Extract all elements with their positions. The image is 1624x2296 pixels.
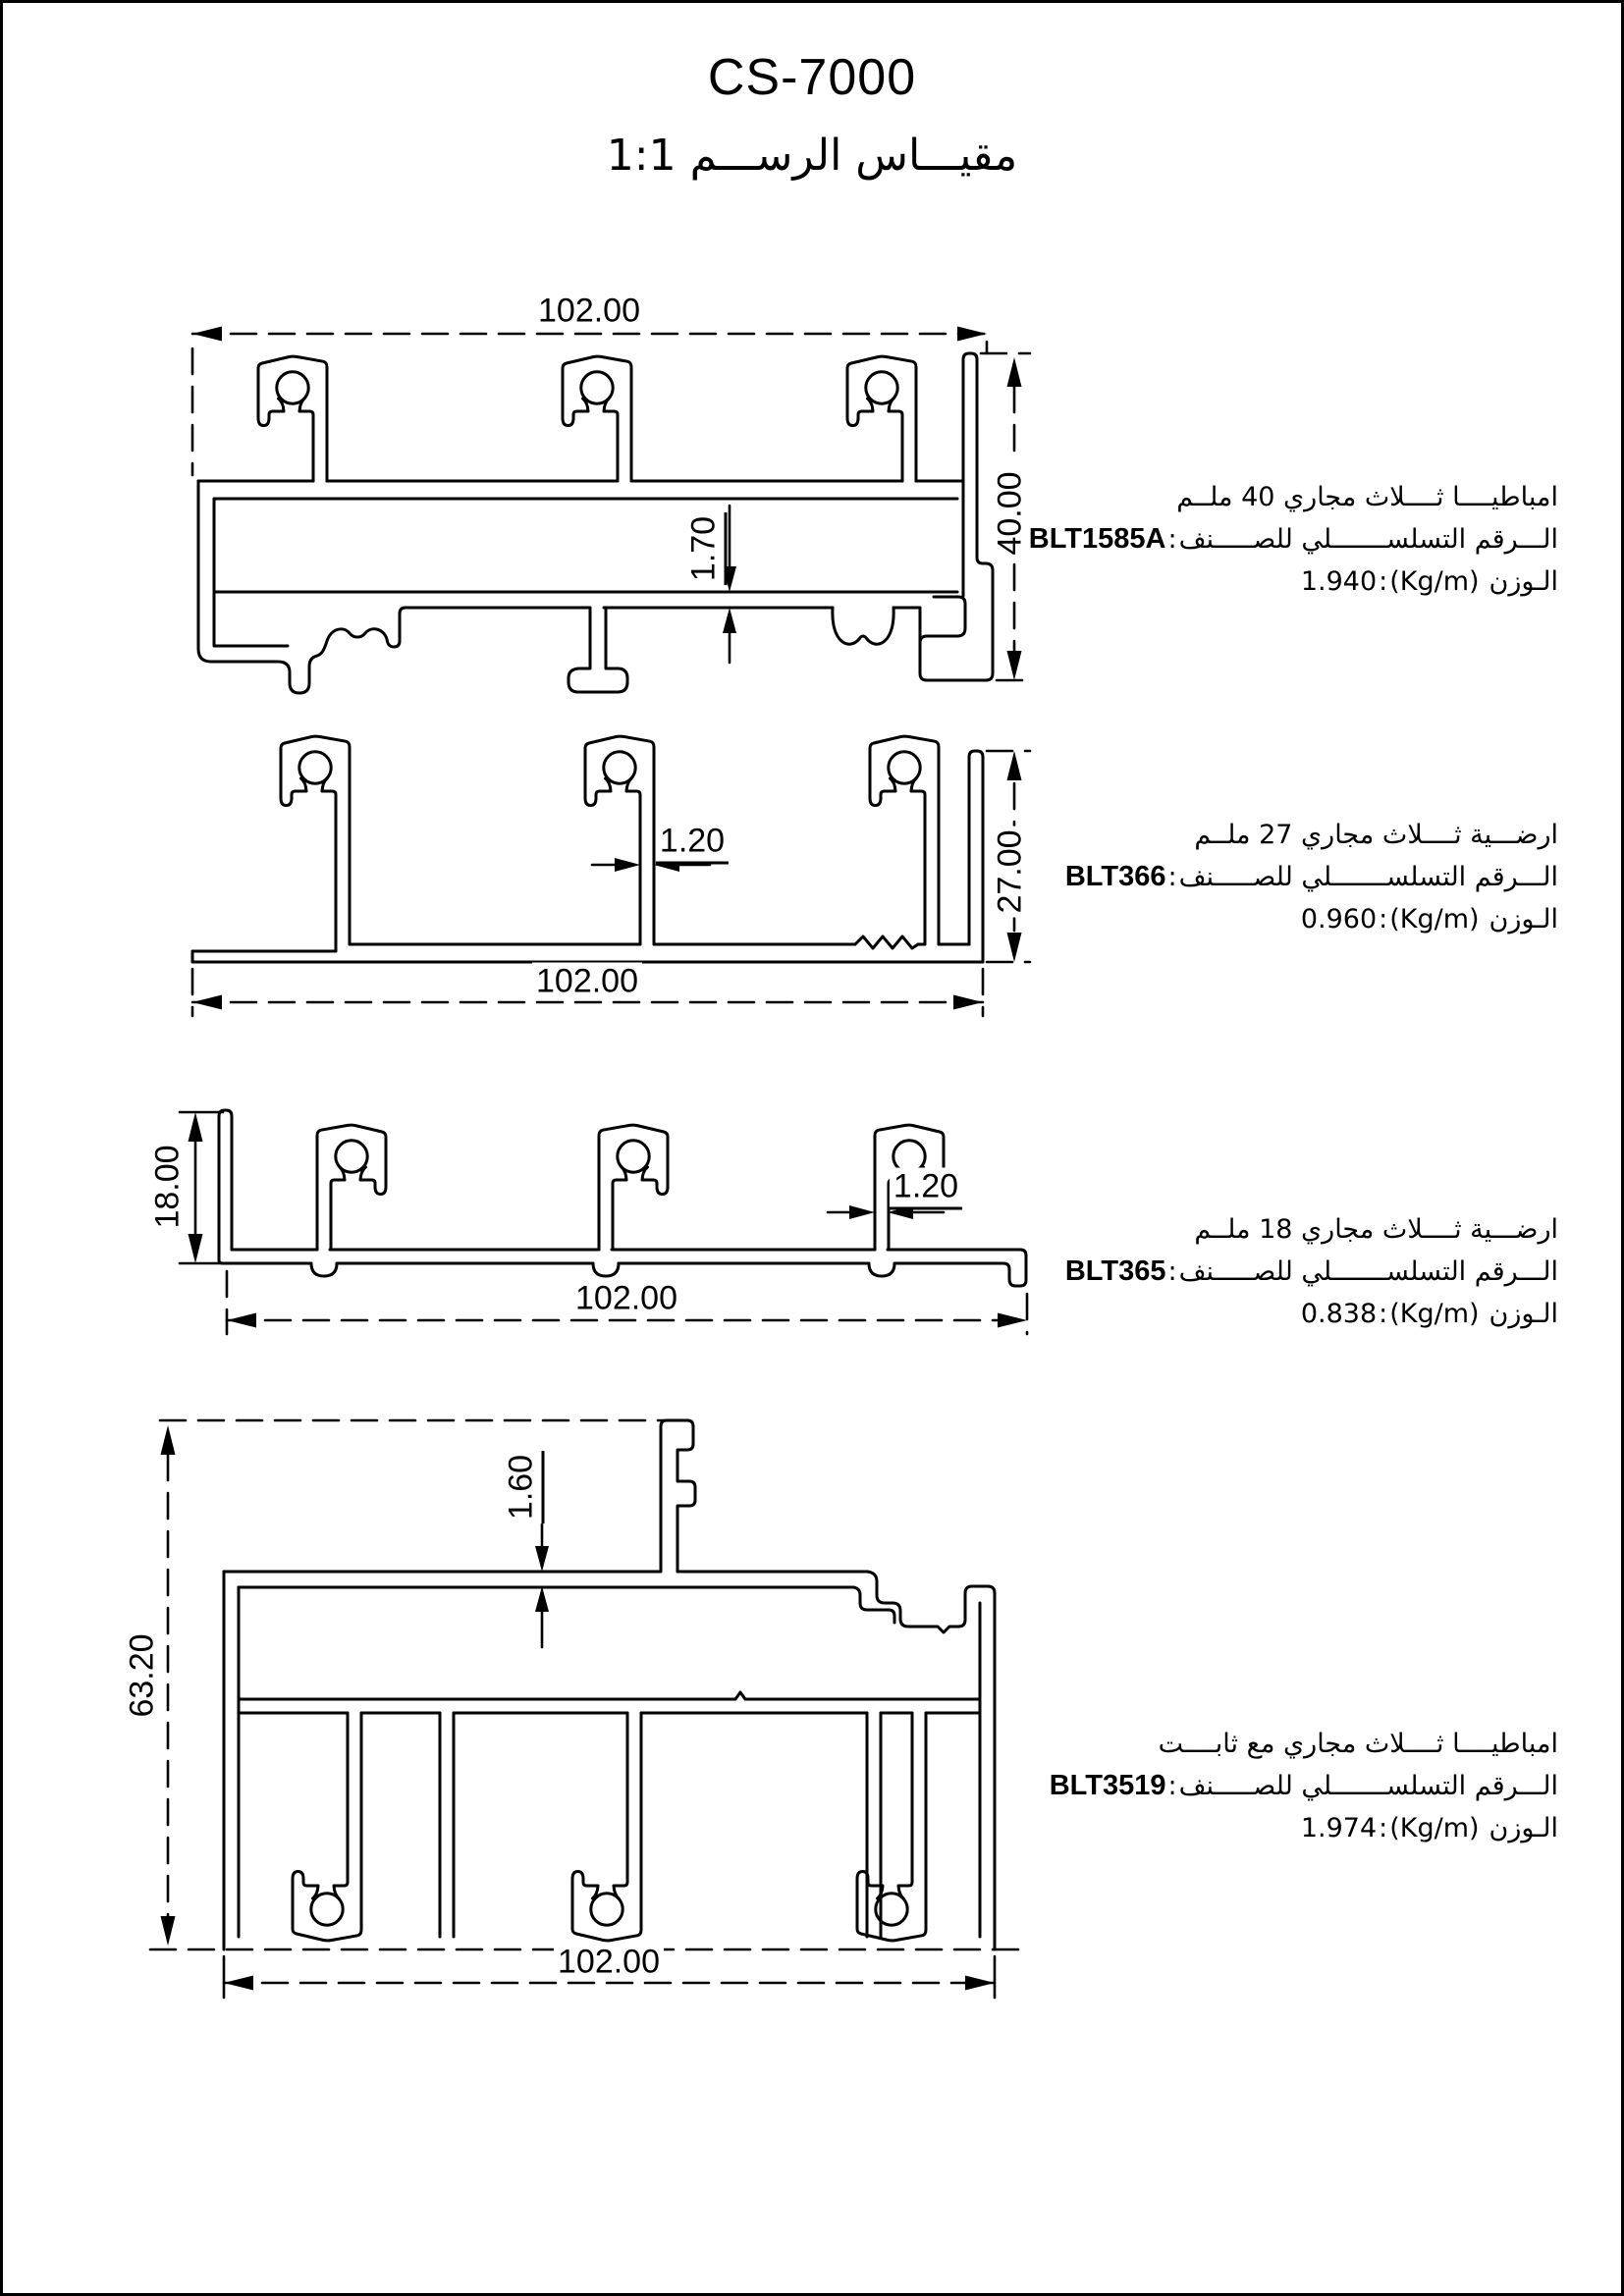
profile-4-description: امباطيــــا ثــــلاث مجاري مع ثابــــت — [1158, 1729, 1558, 1759]
profile-4-serial: BLT3519 : الـــرقم التسلســـــــلي للصـــــنف — [1008, 1765, 1558, 1807]
p2-thickness-dim: 1.20 — [656, 823, 729, 865]
part-number: BLT3519 — [1049, 1770, 1166, 1801]
profile-1-info — [1008, 476, 1558, 603]
p4-thickness-dim: 1.60 — [503, 1451, 545, 1523]
profile-1-drawing — [192, 327, 1030, 694]
p3-thickness-dim: 1.20 — [890, 1168, 962, 1210]
p1-width-dim: 102.00 — [534, 293, 644, 331]
profile-4-drawing — [150, 1420, 1024, 1998]
profile-3-weight: 0.838 : (Kg/m) الـوزن — [1300, 1299, 1558, 1329]
p1-height-dim: 40.00 — [992, 467, 1030, 559]
profile-1-serial: BLT1585A : الـــرقم التسلســـــــلي للصـــــنف — [1008, 518, 1558, 561]
scale-subtitle: مقيـــاس الرســـم 1:1 — [606, 131, 1018, 181]
part-number: BLT1585A — [1028, 523, 1166, 555]
p2-width-dim: 102.00 — [532, 963, 642, 1001]
part-number: BLT365 — [1064, 1255, 1166, 1287]
profile-4-weight: 1.974 : (Kg/m) الـوزن — [1300, 1813, 1558, 1843]
page-title: CS-7000 — [707, 49, 917, 106]
profile-1-description: امباطيــــا ثــــلاث مجاري 40 ملــم — [1176, 482, 1558, 512]
profile-2-info — [1008, 814, 1558, 940]
part-number: BLT366 — [1064, 861, 1166, 892]
p2-height-dim: 27.00 — [992, 826, 1030, 917]
p4-width-dim: 102.00 — [554, 1944, 664, 1982]
profile-3-description: ارضـــية ثــــلاث مجاري 18 ملــم — [1194, 1214, 1558, 1245]
profile-2-serial: BLT366 : الـــرقم التسلســـــــلي للصـــــنف — [1008, 856, 1558, 898]
profile-2-description: ارضـــية ثــــلاث مجاري 27 ملــم — [1194, 820, 1558, 850]
profile-4-info — [1008, 1723, 1558, 1849]
p3-width-dim: 102.00 — [571, 1280, 681, 1318]
profiles-canvas — [3, 3, 1624, 2296]
p3-height-dim: 18.00 — [149, 1141, 188, 1232]
profile-2-weight: 0.960 : (Kg/m) الـوزن — [1300, 904, 1558, 934]
p4-height-dim: 63.20 — [124, 1629, 162, 1721]
profile-1-weight: 1.940 : (Kg/m) الـوزن — [1300, 566, 1558, 597]
profile-3-serial: BLT365 : الـــرقم التسلســـــــلي للصـــــنف — [1008, 1251, 1558, 1293]
profile-3-info — [1008, 1208, 1558, 1335]
p1-thickness-dim: 1.70 — [685, 512, 728, 585]
